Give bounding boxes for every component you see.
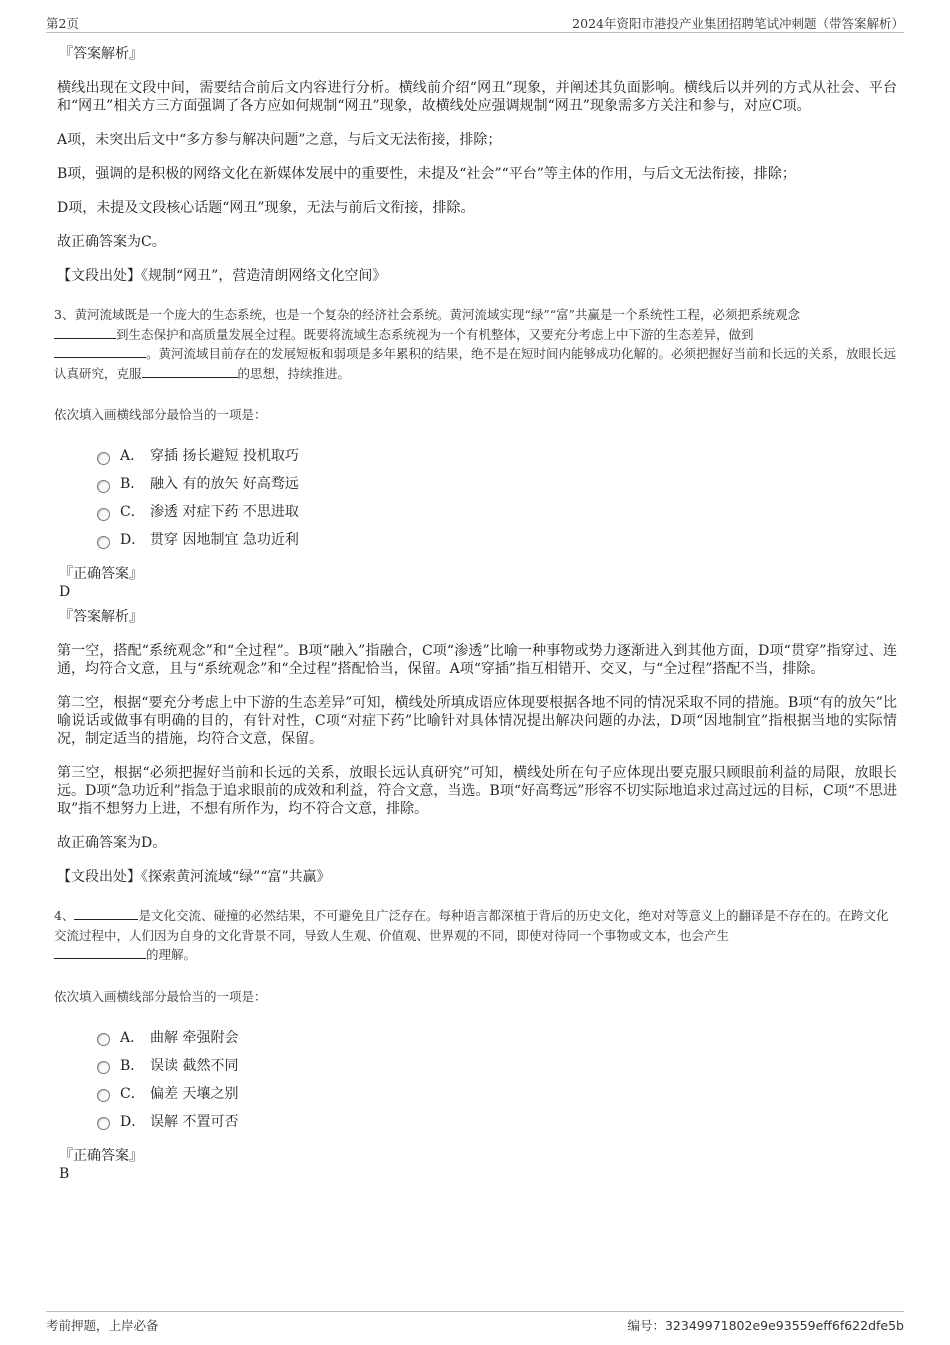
fill-blank — [74, 906, 138, 920]
serial-value: 32349971802e9e93559eff6f622dfe5b — [664, 1318, 904, 1333]
analysis-paragraph: 第二空，根据“要充分考虑上中下游的生态差异”可知，横线处所填成语应体现要根据各地不同的情况采取不同的措施。B项“有的放矢”比喻说话或做事有明确的目的，有针对性，C项“对症下药”比喻针对具体情况提出解决问题的办法，D项“因地制宜”指根据当地的实际情况，制定适当的措施，均符合文意，保留。 — [57, 695, 897, 747]
option-text: 渗透 对症下药 不思进取 — [150, 504, 299, 520]
page-number: 第2页 — [46, 16, 79, 31]
correct-answer-heading: 『正确答案』 — [59, 566, 143, 582]
option-letter: C． — [120, 1085, 145, 1102]
option-b[interactable] — [97, 1051, 897, 1079]
correct-answer-heading: 『正确答案』 — [59, 1147, 143, 1164]
answer-conclusion: 故正确答案为C。 — [57, 234, 166, 250]
option-text: 曲解 牵强附会 — [150, 1029, 239, 1046]
question-4-options — [97, 1023, 897, 1135]
radio-button-icon[interactable] — [97, 452, 110, 465]
option-d[interactable] — [97, 1107, 897, 1135]
radio-button-icon[interactable] — [97, 1089, 110, 1102]
radio-button-icon[interactable] — [97, 480, 110, 493]
footer-slogan: 考前押题，上岸必备 — [46, 1318, 159, 1333]
document-title: 2024年资阳市港投产业集团招聘笔试冲刺题（带答案解析） — [572, 16, 904, 31]
analysis-paragraph: 第一空，搭配“系统观念”和“全过程”。B项“融入”指融合，C项“渗透”比喻一种事物或势力逐渐进入到其他方面，D项“贯穿”指穿过、连通，均符合文意，且与“系统观念”和“全过程”搭配恰当，保留。A项“穿插”指互相错开、交叉，与“全过程”搭配不当，排除。 — [57, 643, 897, 677]
option-text: 穿插 扬长避短 投机取巧 — [150, 448, 299, 464]
serial-label: 编号： — [627, 1318, 665, 1333]
source-citation: 【文段出处】《规制“网丑”，营造清朗网络文化空间》 — [57, 268, 387, 284]
option-letter: C． — [120, 504, 145, 520]
serial-number — [627, 1316, 904, 1334]
analysis-paragraph: 横线出现在文段中间，需要结合前后文内容进行分析。横线前介绍“网丑”现象，并阐述其负面影响。横线后以并列的方式从社会、平台和“网丑”相关方三方面强调了各方应如何规制“网丑”现象，故横线处应强调规制“网丑”现象需多方关注和参与，对应C项。 — [57, 80, 897, 114]
analysis-paragraph: 第三空，根据“必须把握好当前和长远的关系，放眼长远认真研究”可知，横线处所在句子应体现出要克服只顾眼前利益的局限，放眼长远。D项“急功近利”指急于追求眼前的成效和利益，符合文意，当选。B项“好高骛远”形容不切实际地追求过高过远的目标，C项“不思进取”指不想努力上进，不想有所作为，均不符合文意，排除。 — [57, 765, 897, 817]
option-letter: B． — [120, 1057, 145, 1074]
page-footer — [46, 1311, 904, 1338]
option-b[interactable] — [97, 469, 897, 497]
question-4-prompt: 依次填入画横线部分最恰当的一项是： — [54, 988, 267, 1004]
question-3-stem: 3、黄河流域既是一个庞大的生态系统，也是一个复杂的经济社会系统。黄河流域实现“绿”“富”共赢是一个系统性工程，必须把系统观念 到生态保护和高质量发展全过程。既要将流域生态系统视为一个有机整体，又要充分考虑上中下游的生态差异，做到 。黄河流域目前存在的发展短板和弱项是多年累积的结果，绝不是在短时间内能够成功化解的。必须把握好当前和长远的关系，放眼长远认真研究，克服 的思想，持续推进。 — [54, 307, 897, 381]
fill-blank — [54, 945, 146, 959]
option-letter: D． — [120, 532, 146, 548]
option-text: 误解 不置可否 — [150, 1113, 239, 1130]
radio-button-icon[interactable] — [97, 1117, 110, 1130]
fill-blank — [54, 344, 146, 358]
answer-conclusion: 故正确答案为D。 — [57, 835, 167, 851]
option-text: 偏差 天壤之别 — [150, 1085, 239, 1102]
option-letter: A． — [120, 1029, 145, 1046]
fill-blank — [142, 364, 238, 378]
source-citation: 【文段出处】《探索黄河流域“绿”“富”共赢》 — [57, 869, 331, 885]
analysis-paragraph: D项，未提及文段核心话题“网丑”现象，无法与前后文衔接，排除。 — [57, 200, 475, 216]
option-letter: B． — [120, 476, 145, 492]
correct-answer: D — [59, 584, 71, 600]
option-c[interactable] — [97, 1079, 897, 1107]
radio-button-icon[interactable] — [97, 536, 110, 549]
option-a[interactable] — [97, 441, 897, 469]
analysis-heading: 『答案解析』 — [59, 609, 143, 625]
option-letter: D． — [120, 1113, 146, 1130]
radio-button-icon[interactable] — [97, 1061, 110, 1074]
option-text: 误读 截然不同 — [150, 1057, 239, 1074]
radio-button-icon[interactable] — [97, 508, 110, 521]
page-header — [46, 10, 904, 33]
option-a[interactable] — [97, 1023, 897, 1051]
analysis-heading: 『答案解析』 — [59, 46, 143, 62]
option-text: 融入 有的放矢 好高骛远 — [150, 476, 299, 492]
fill-blank — [54, 325, 116, 339]
analysis-paragraph: B项，强调的是积极的网络文化在新媒体发展中的重要性，未提及“社会”“平台”等主体的作用，与后文无法衔接，排除； — [57, 166, 796, 182]
option-c[interactable] — [97, 497, 897, 525]
option-text: 贯穿 因地制宜 急功近利 — [150, 532, 299, 548]
page-content — [54, 45, 897, 1190]
question-3-prompt: 依次填入画横线部分最恰当的一项是： — [54, 407, 267, 422]
option-d[interactable] — [97, 525, 897, 553]
option-letter: A． — [120, 448, 145, 464]
radio-button-icon[interactable] — [97, 1033, 110, 1046]
analysis-paragraph: A项，未突出后文中“多方参与解决问题”之意，与后文无法衔接，排除； — [57, 132, 502, 148]
question-4-stem: 4、 是文化交流、碰撞的必然结果，不可避免且广泛存在。每种语言都深植于背后的历史文化，绝对对等意义上的翻译是不存在的。在跨文化交流过程中，人们因为自身的文化背景不同，导致人生观、价值观、世界观的不同，即使对待同一个事物或文本，也会产生 的理解。 — [54, 908, 889, 962]
question-3-options — [97, 441, 897, 553]
correct-answer: B — [59, 1165, 70, 1182]
